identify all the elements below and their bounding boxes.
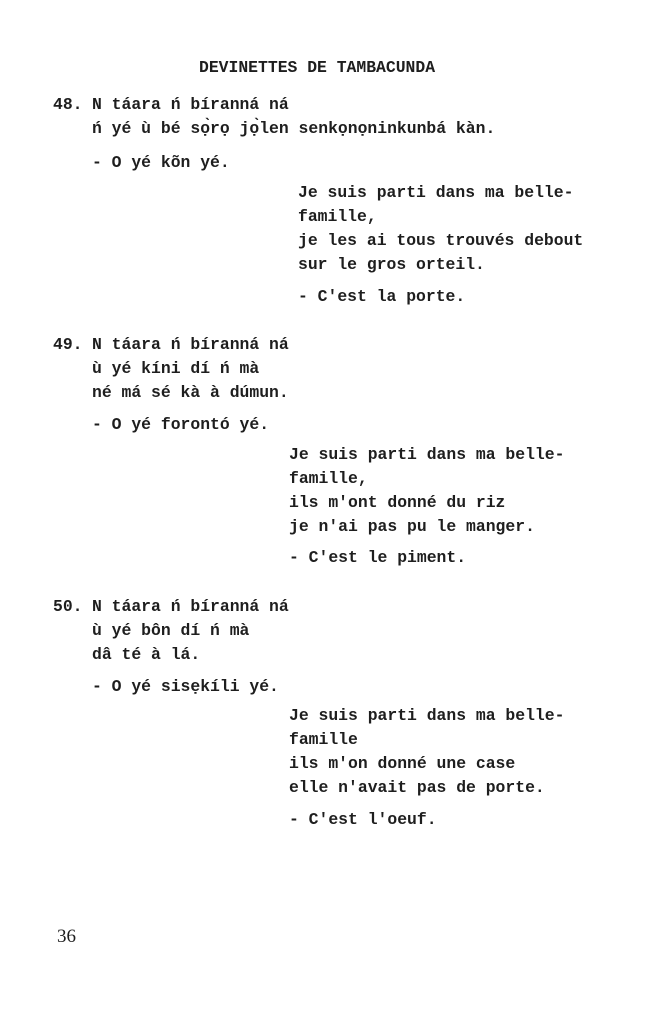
translation-line: je les ai tous trouvés debout <box>298 231 584 250</box>
riddle-line: ù yé kíni dí ń mà <box>92 359 260 378</box>
riddle-line: ù yé bôn dí ń mà <box>92 621 250 640</box>
translation-line: Je suis parti dans ma belle- <box>289 445 565 464</box>
riddle-line: ń yé ù bé sọ̀rọ jọ̀len senkọnọninkunbá kàn. <box>92 119 496 138</box>
running-header: DEVINETTES DE TAMBACUNDA <box>199 58 436 77</box>
riddle-number: 49. <box>53 335 83 354</box>
translation-line: famille <box>289 730 358 749</box>
translation-line: Je suis parti dans ma belle- <box>289 706 565 725</box>
translation-answer: - C'est la porte. <box>298 287 466 306</box>
translation-line: sur le gros orteil. <box>298 255 485 274</box>
riddle-line: N táara ń bíranná ná <box>92 597 289 616</box>
riddle-answer: - O yé kõn yé. <box>92 153 230 172</box>
riddle-answer: - O yé sisẹkíli yé. <box>92 677 279 696</box>
translation-line: ils m'ont donné du riz <box>289 493 506 512</box>
page-number: 36 <box>57 926 76 947</box>
riddle-line: né má sé kà à dúmun. <box>92 383 289 402</box>
riddle-line: dâ té à lá. <box>92 645 201 664</box>
riddle-number: 50. <box>53 597 83 616</box>
translation-line: famille, <box>289 469 368 488</box>
riddle-answer: - O yé forontó yé. <box>92 415 270 434</box>
riddle-line: N táara ń bíranná ná <box>92 95 289 114</box>
translation-answer: - C'est le piment. <box>289 548 467 567</box>
translation-line: elle n'avait pas de porte. <box>289 778 545 797</box>
translation-line: famille, <box>298 207 377 226</box>
riddle-number: 48. <box>53 95 83 114</box>
translation-answer: - C'est l'oeuf. <box>289 810 437 829</box>
translation-line: je n'ai pas pu le manger. <box>289 517 535 536</box>
translation-line: Je suis parti dans ma belle- <box>298 183 574 202</box>
riddle-line: N táara ń bíranná ná <box>92 335 289 354</box>
translation-line: ils m'on donné une case <box>289 754 516 773</box>
